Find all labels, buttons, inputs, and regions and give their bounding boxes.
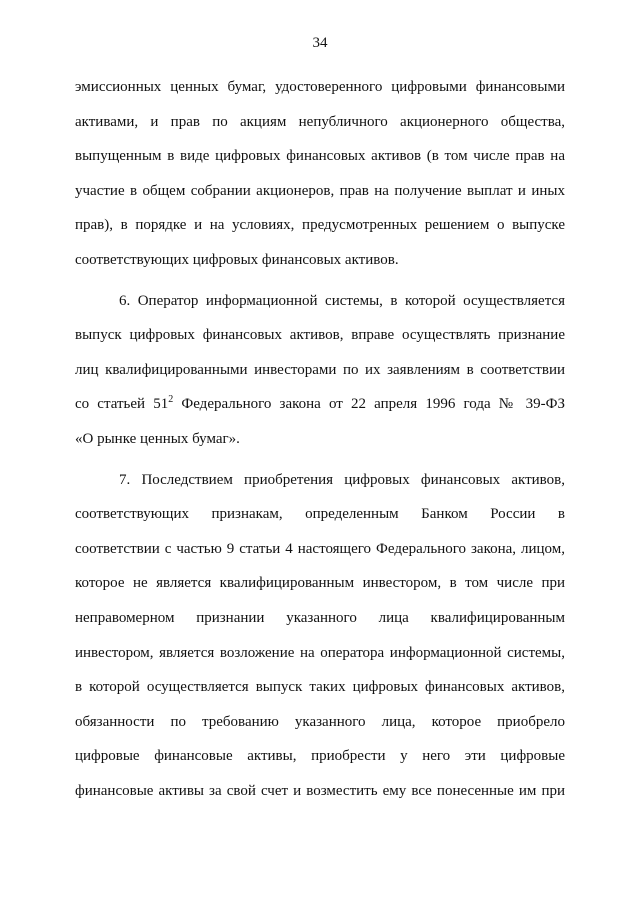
text-line: инвестором, является возложение на оператора информационной системы, bbox=[75, 644, 565, 661]
text-fragment: со статьей 51 bbox=[75, 396, 169, 413]
article-superscript: 2 bbox=[168, 394, 174, 406]
text-line: участие в общем собрании акционеров, прав на получение выплат и иных bbox=[75, 182, 565, 199]
page-number: 34 bbox=[312, 35, 328, 51]
text-line: «О рынке ценных бумаг». bbox=[75, 430, 240, 447]
paragraph-item-6 bbox=[75, 284, 565, 457]
text-line: которое не является квалифицированным инвестором, в том числе при bbox=[75, 575, 565, 592]
text-line-with-superscript bbox=[75, 387, 565, 422]
text-line: финансовые активы за свой счет и возместить ему все понесенные им при bbox=[75, 782, 565, 799]
text-line: выпущенным в виде цифровых финансовых активов (в том числе прав на bbox=[75, 148, 565, 165]
text-line: эмиссионных ценных бумаг, удостоверенного цифровыми финансовыми bbox=[75, 79, 565, 95]
text-line: выпуск цифровых финансовых активов, вправе осуществлять признание bbox=[75, 327, 565, 344]
paragraph-continuation bbox=[75, 70, 565, 278]
text-line: соответствующих признакам, определенным Банком России в bbox=[75, 506, 565, 523]
text-line: в которой осуществляется выпуск таких цифровых финансовых активов, bbox=[75, 679, 565, 696]
text-line: лиц квалифицированными инвесторами по их заявлениям в соответствии bbox=[75, 361, 565, 378]
text-line: прав), в порядке и на условиях, предусмотренных решением о выпуске bbox=[75, 217, 565, 234]
text-line: активами, и прав по акциям непубличного акционерного общества, bbox=[75, 113, 565, 130]
text-line: соответствующих цифровых финансовых активов. bbox=[75, 251, 399, 268]
text-line: 7. Последствием приобретения цифровых финансовых активов, bbox=[119, 471, 565, 488]
text-line: неправомерном признании указанного лица квалифицированным bbox=[75, 609, 565, 626]
text-line: 6. Оператор информационной системы, в которой осуществляется bbox=[119, 292, 565, 309]
text-line: цифровые финансовые активы, приобрести у него эти цифровые bbox=[75, 748, 565, 765]
paragraph-item-7 bbox=[75, 463, 565, 809]
text-fragment: Федерального закона от 22 апреля 1996 года № 39-ФЗ bbox=[173, 396, 566, 413]
document-body bbox=[75, 70, 565, 808]
text-line: обязанности по требованию указанного лица, которое приобрело bbox=[75, 713, 565, 730]
text-line: соответствии с частью 9 статьи 4 настоящего Федерального закона, лицом, bbox=[75, 540, 565, 557]
